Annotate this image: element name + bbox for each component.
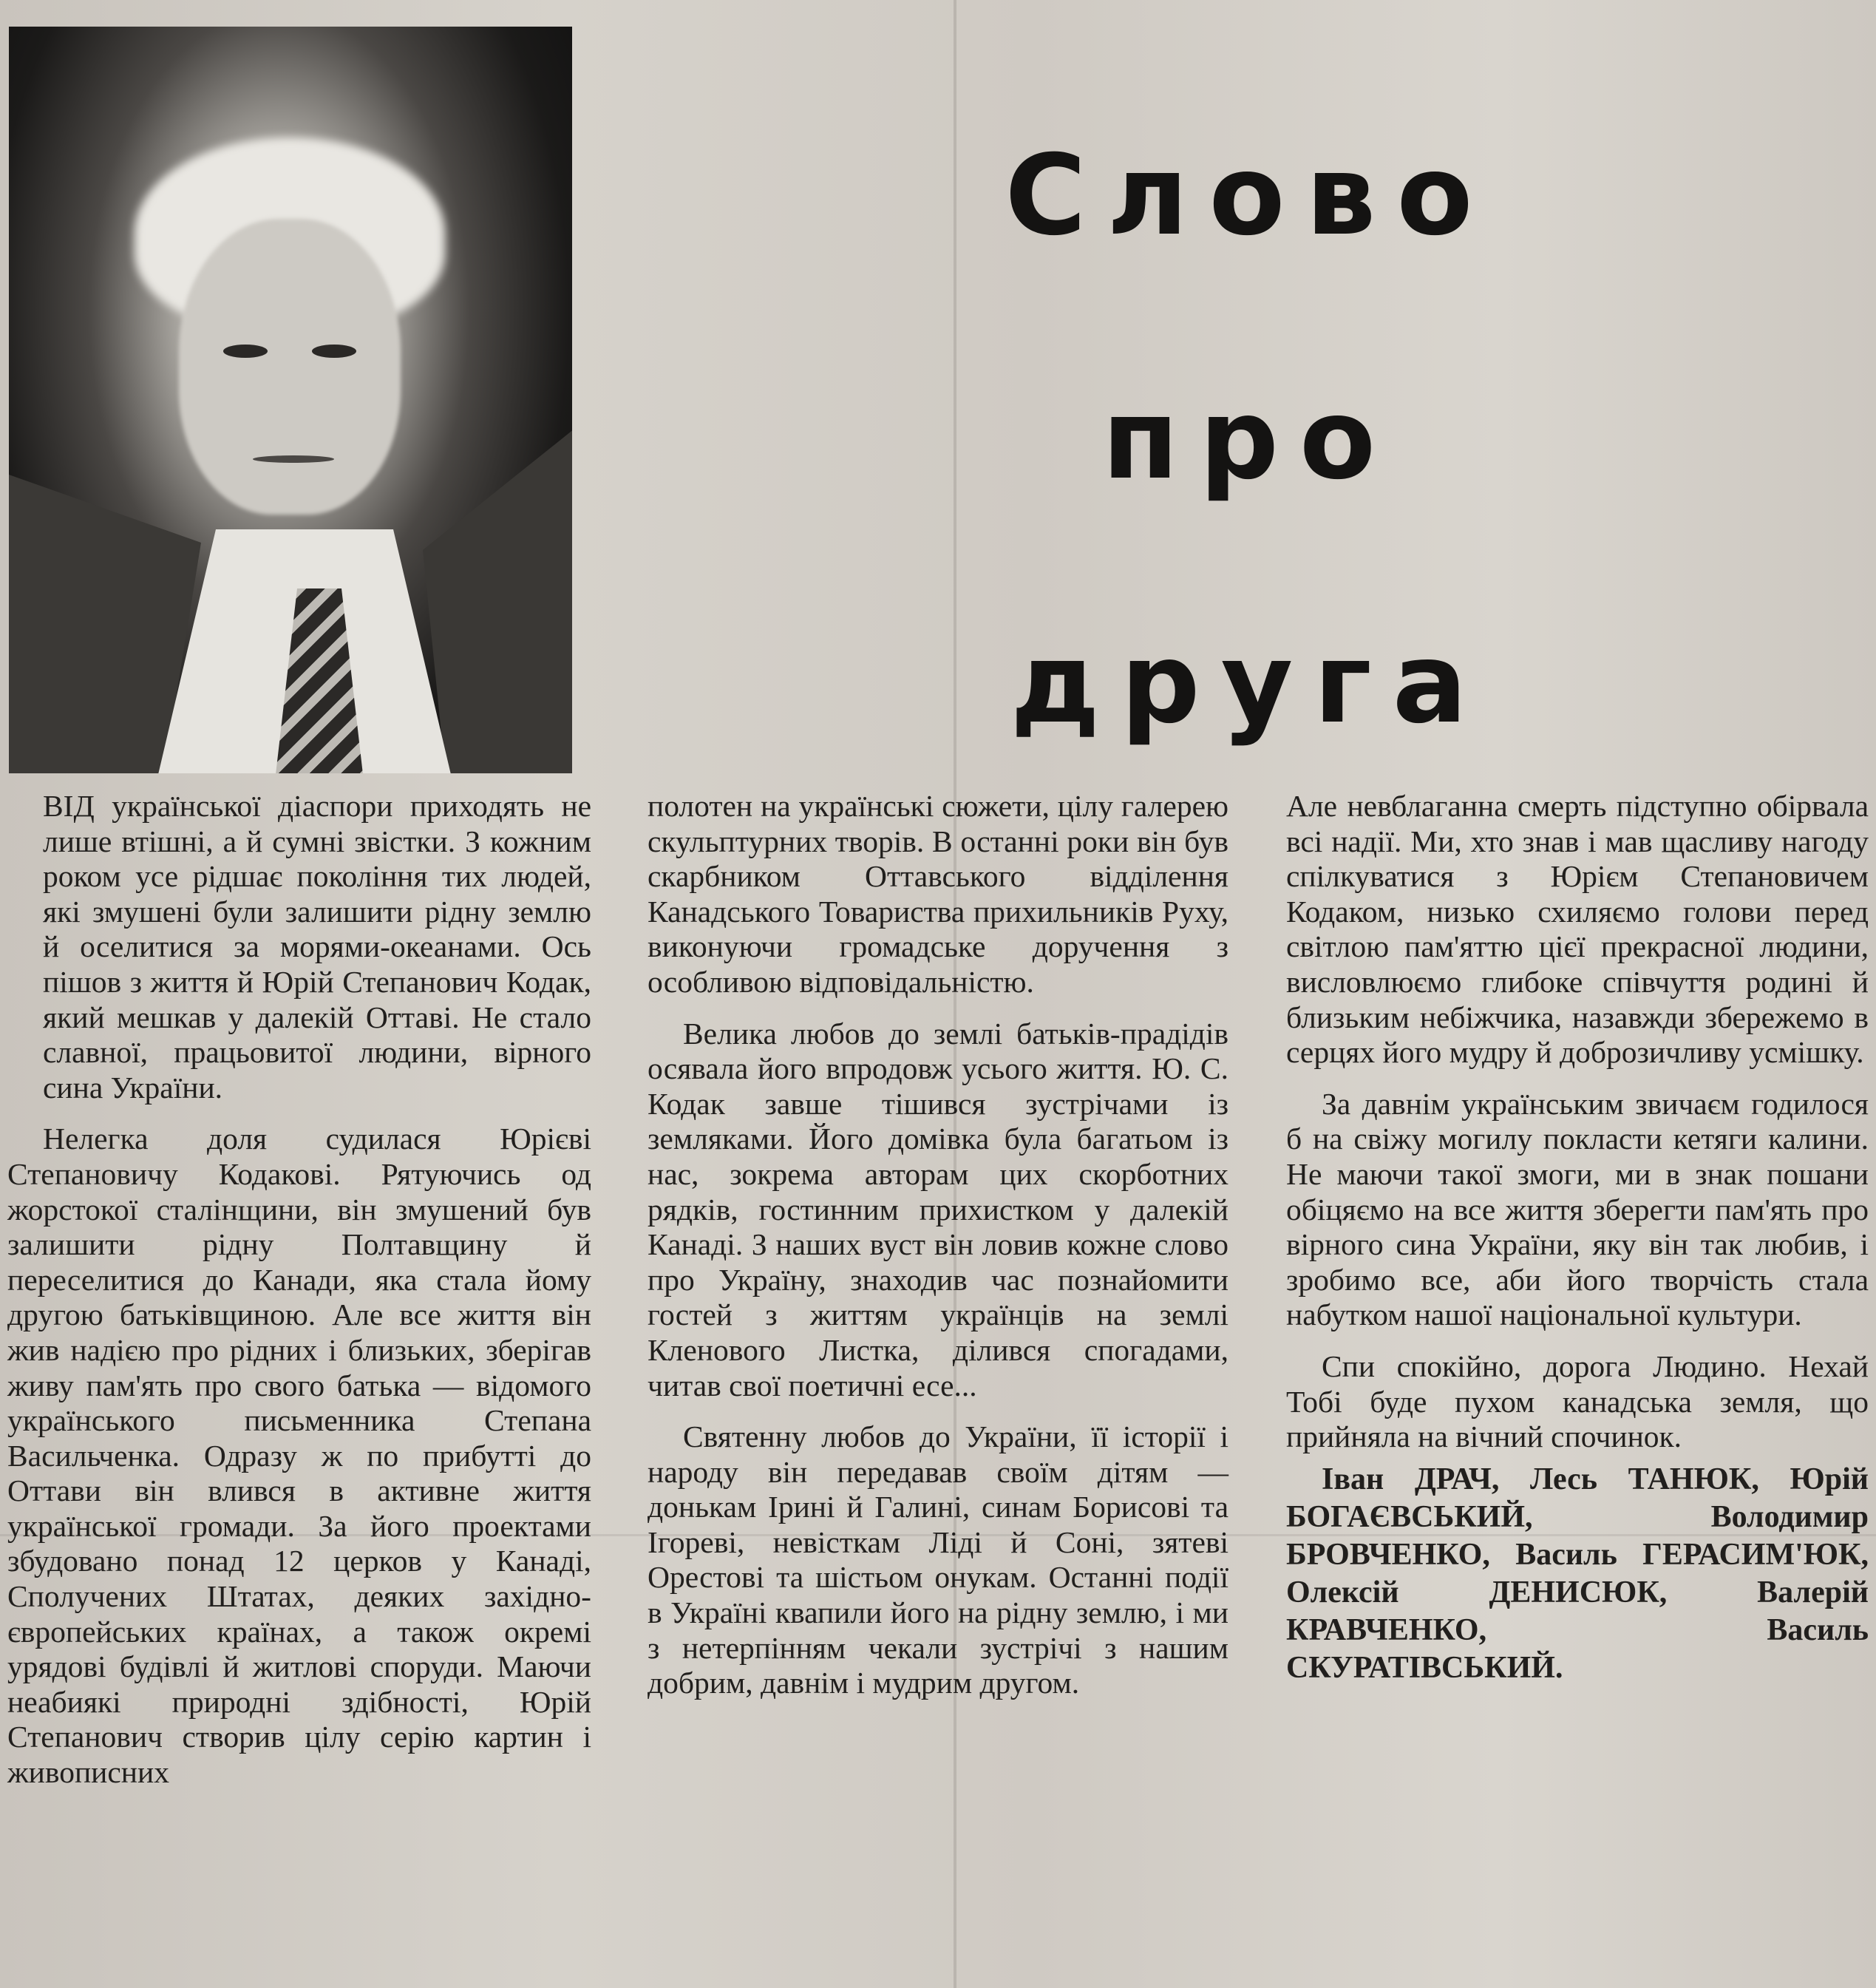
headline-word-2: про	[1101, 376, 1397, 504]
paragraph: За давнім українським звичаєм годилося б на свіжу могилу покласти кетяги калини. Не маючи такої змоги, ми в знак пошани обіцяємо на все життя зберегти пам'ять про вірного сина України, яку він так любив, і зробимо все, аби його творчість стала набутком нашої національної культури.	[1286, 1086, 1869, 1332]
paragraph: Спи спокійно, дорога Людино. Нехай Тобі буде пухом канадська земля, що прийняла на вічний спочинок.	[1286, 1348, 1869, 1454]
article-headline	[954, 126, 1545, 754]
paragraph: Святенну любов до України, її історії і народу він передавав своїм дітям — донькам Ірині й Галині, синам Борисові та Ігореві, невісткам Ліді й Соні, зятеві Орестові та шістьом онукам. Останні події в Україні квапили його на рідну землю, і ми з нетерпінням чекали зустрічі з нашим добрим, давнім і мудрим другом.	[648, 1419, 1228, 1700]
photo-eye-right	[312, 345, 356, 358]
photo-mouth	[253, 455, 334, 463]
photo-eye-left	[223, 345, 268, 358]
headline-word-3: друга	[1010, 620, 1488, 748]
paragraph: Нелегка доля судилася Юрієві Степановичу Кодакові. Рятуючись од жорстокої сталінщини, він змушений був залишити рідну Полтавщину й переселитися до Канади, яка стала йому другою батьківщиною. Але все життя він жив надією про рідних і близьких, зберігав живу пам'ять про свого батька — відомого українського письменника Степана Васильченка. Одразу ж по прибутті до Оттави він влився в активне життя української громади. За його проектами збудовано понад 12 церков у Канаді, Сполучених Штатах, деяких західно-європейських країнах, а також окремі урядові будівлі й житлові споруди. Маючи неабиякі природні здібності, Юрій Степанович створив цілу серію картин і живописних	[7, 1122, 591, 1790]
photo-coat-right	[423, 426, 572, 773]
paragraph: ВІД української діаспори приходять не лише втішні, а й сумні звістки. З кожним роком усе рідшає покоління тих людей, які змушені були залишити рідну землю й оселитися за морями-океанами. Ось пішов з життя й Юрій Степанович Кодак, який мешкав у далекій Оттаві. Не стало славної, працьовитої людини, вірного сина України.	[43, 789, 591, 1105]
portrait-photo	[9, 27, 572, 773]
text-column-1	[7, 789, 591, 1791]
headline-word-1: Слово	[1005, 132, 1494, 260]
text-column-3	[1286, 789, 1869, 1687]
paragraph: Але невблаганна смерть підступно обірвала всі надії. Ми, хто знав і мав щасливу нагоду спілкуватися з Юрієм Степановичем Кодаком, низько схиляємо голови перед світлою пам'яттю цієї прекрасної людини, висловлюємо глибоке співчуття родині й близьким небіжчика, назавжди збережемо в серцях його мудру й доброзичливу усмішку.	[1286, 789, 1869, 1070]
paragraph: Велика любов до землі батьків-прадідів осявала його впродовж усього життя. Ю. С. Кодак завше тішився зустрічами із земляками. Його домівка була багатьом із нас, зокрема авторам цих скорботних рядків, гостинним прихистком у далекій Канаді. З наших вуст він ловив кожне слово про Україну, знаходив час познайомити гостей з життям українців на землі Кленового Листка, ділився спогадами, читав свої поетичні есе...	[648, 1016, 1228, 1402]
paragraph: полотен на українські сюжети, цілу галерею скульптурних творів. В останні роки він був скарбником Оттавського відділення Канадського Товариства прихильників Руху, виконуючи громадське доручення з особливою відповідальністю.	[648, 789, 1228, 999]
photo-face	[179, 219, 401, 515]
text-column-2	[648, 789, 1228, 1701]
author-signatures: Іван ДРАЧ, Лесь ТАНЮК, Юрій БОГАЄВСЬКИЙ, Володимир БРОВЧЕНКО, Василь ГЕРАСИМ'ЮК, Олексій ДЕНИСЮК, Валерій КРАВЧЕНКО, Василь СКУРАТІВСЬКИЙ.	[1286, 1462, 1869, 1685]
